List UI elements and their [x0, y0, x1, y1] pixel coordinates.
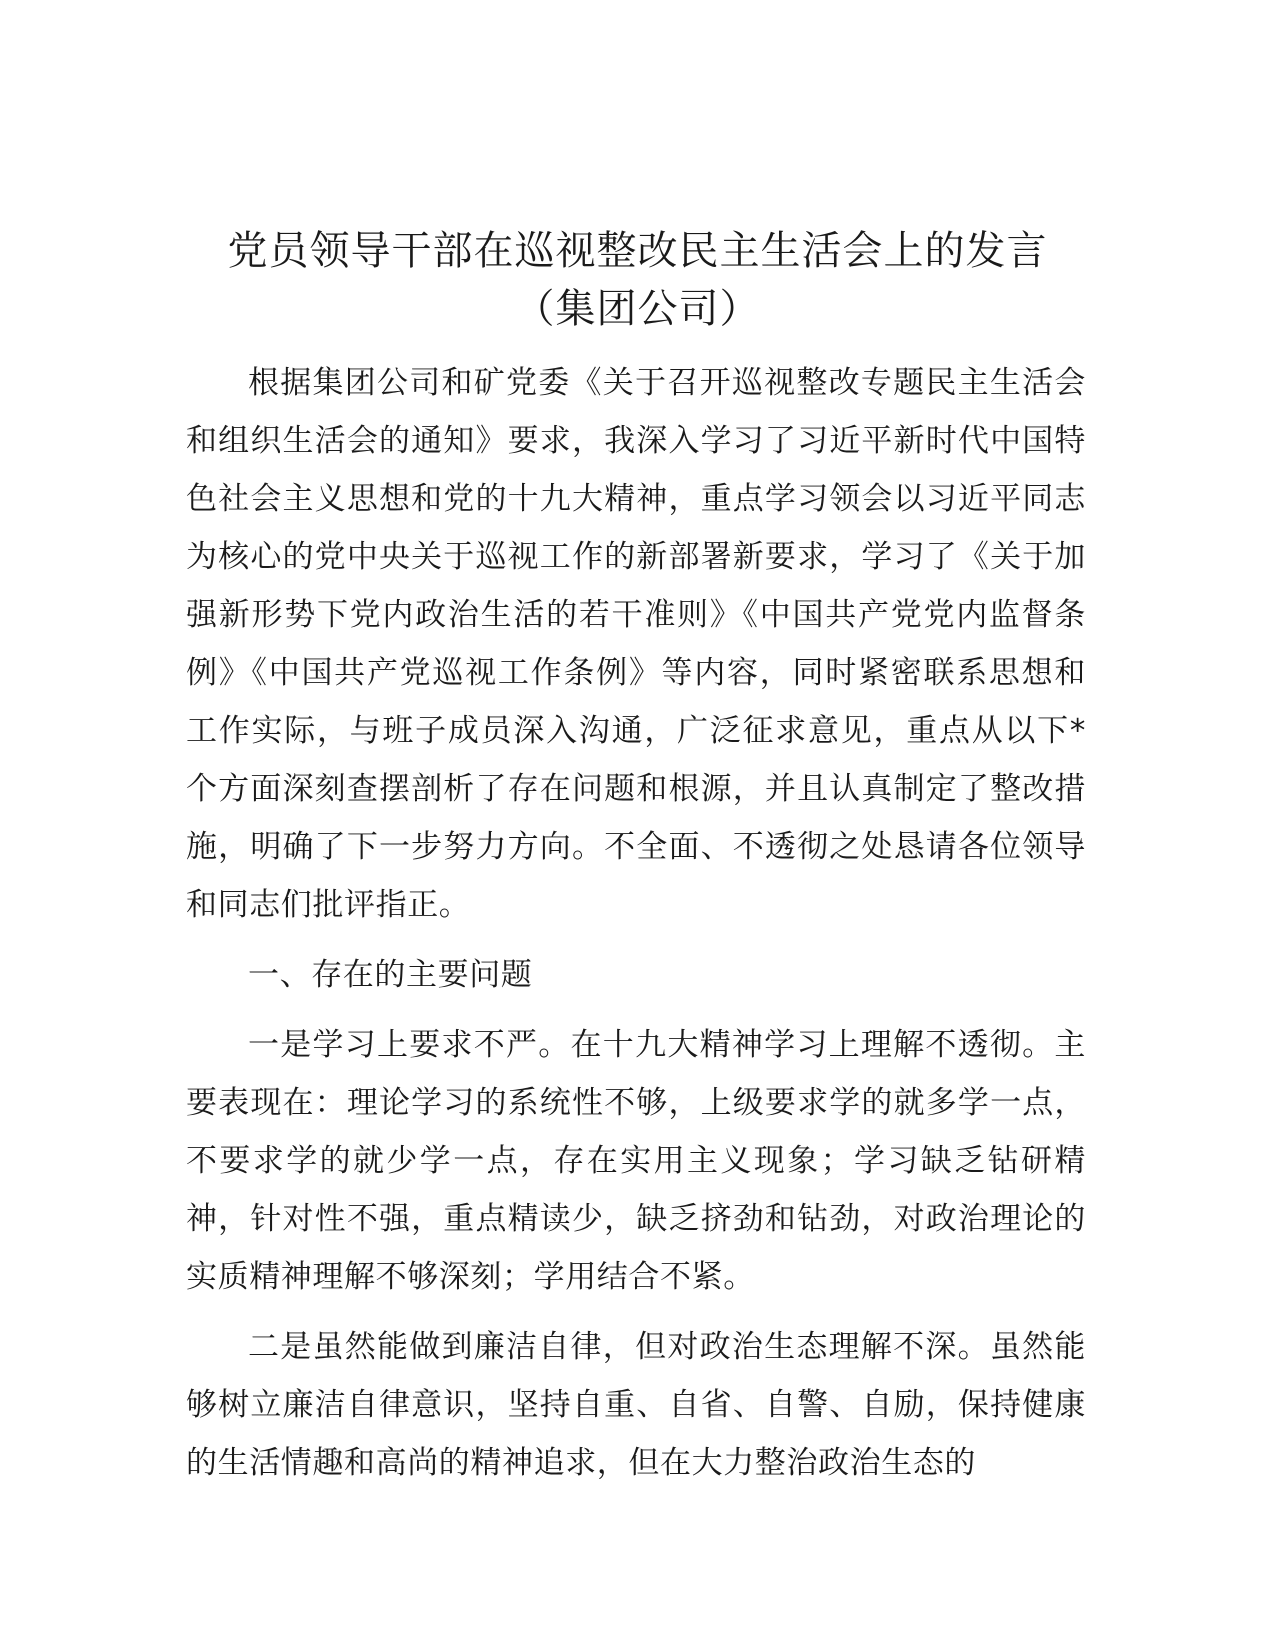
issue-paragraph-2: 二是虽然能做到廉洁自律，但对政治生态理解不深。虽然能够树立廉洁自律意识，坚持自重、自省、自警、自励，保持健康的生活情趣和高尚的精神追求，但在大力整治政治生态的 — [186, 1329, 1086, 1481]
title-line-1: 党员领导干部在巡视整改民主生活会上的发言 — [227, 228, 1048, 274]
document-body — [186, 354, 1086, 1492]
issue-paragraph-1: 一是学习上要求不严。在十九大精神学习上理解不透彻。主要表现在：理论学习的系统性不够，上级要求学的就多学一点，不要求学的就少学一点，存在实用主义现象；学习缺乏钻研精神，针对性不强，重点精读少，缺乏挤劲和钻劲，对政治理论的实质精神理解不够深刻；学用结合不紧。 — [186, 1027, 1086, 1295]
intro-paragraph: 根据集团公司和矿党委《关于召开巡视整改专题民主生活会和组织生活会的通知》要求，我深入学习了习近平新时代中国特色社会主义思想和党的十九大精神，重点学习领会以习近平同志为核心的党中央关于巡视工作的新部署新要求，学习了《关于加强新形势下党内政治生活的若干准则》《中国共产党党内监督条例》《中国共产党巡视工作条例》等内容，同时紧密联系思想和工作实际，与班子成员深入沟通，广泛征求意见，重点从以下*个方面深刻查摆剖析了存在问题和根源，并且认真制定了整改措施，明确了下一步努力方向。不全面、不透彻之处恳请各位领导和同志们批评指正。 — [186, 365, 1086, 923]
document-title — [150, 222, 1125, 338]
section-heading: 一、存在的主要问题 — [248, 957, 533, 993]
title-line-2: （集团公司） — [514, 286, 761, 332]
